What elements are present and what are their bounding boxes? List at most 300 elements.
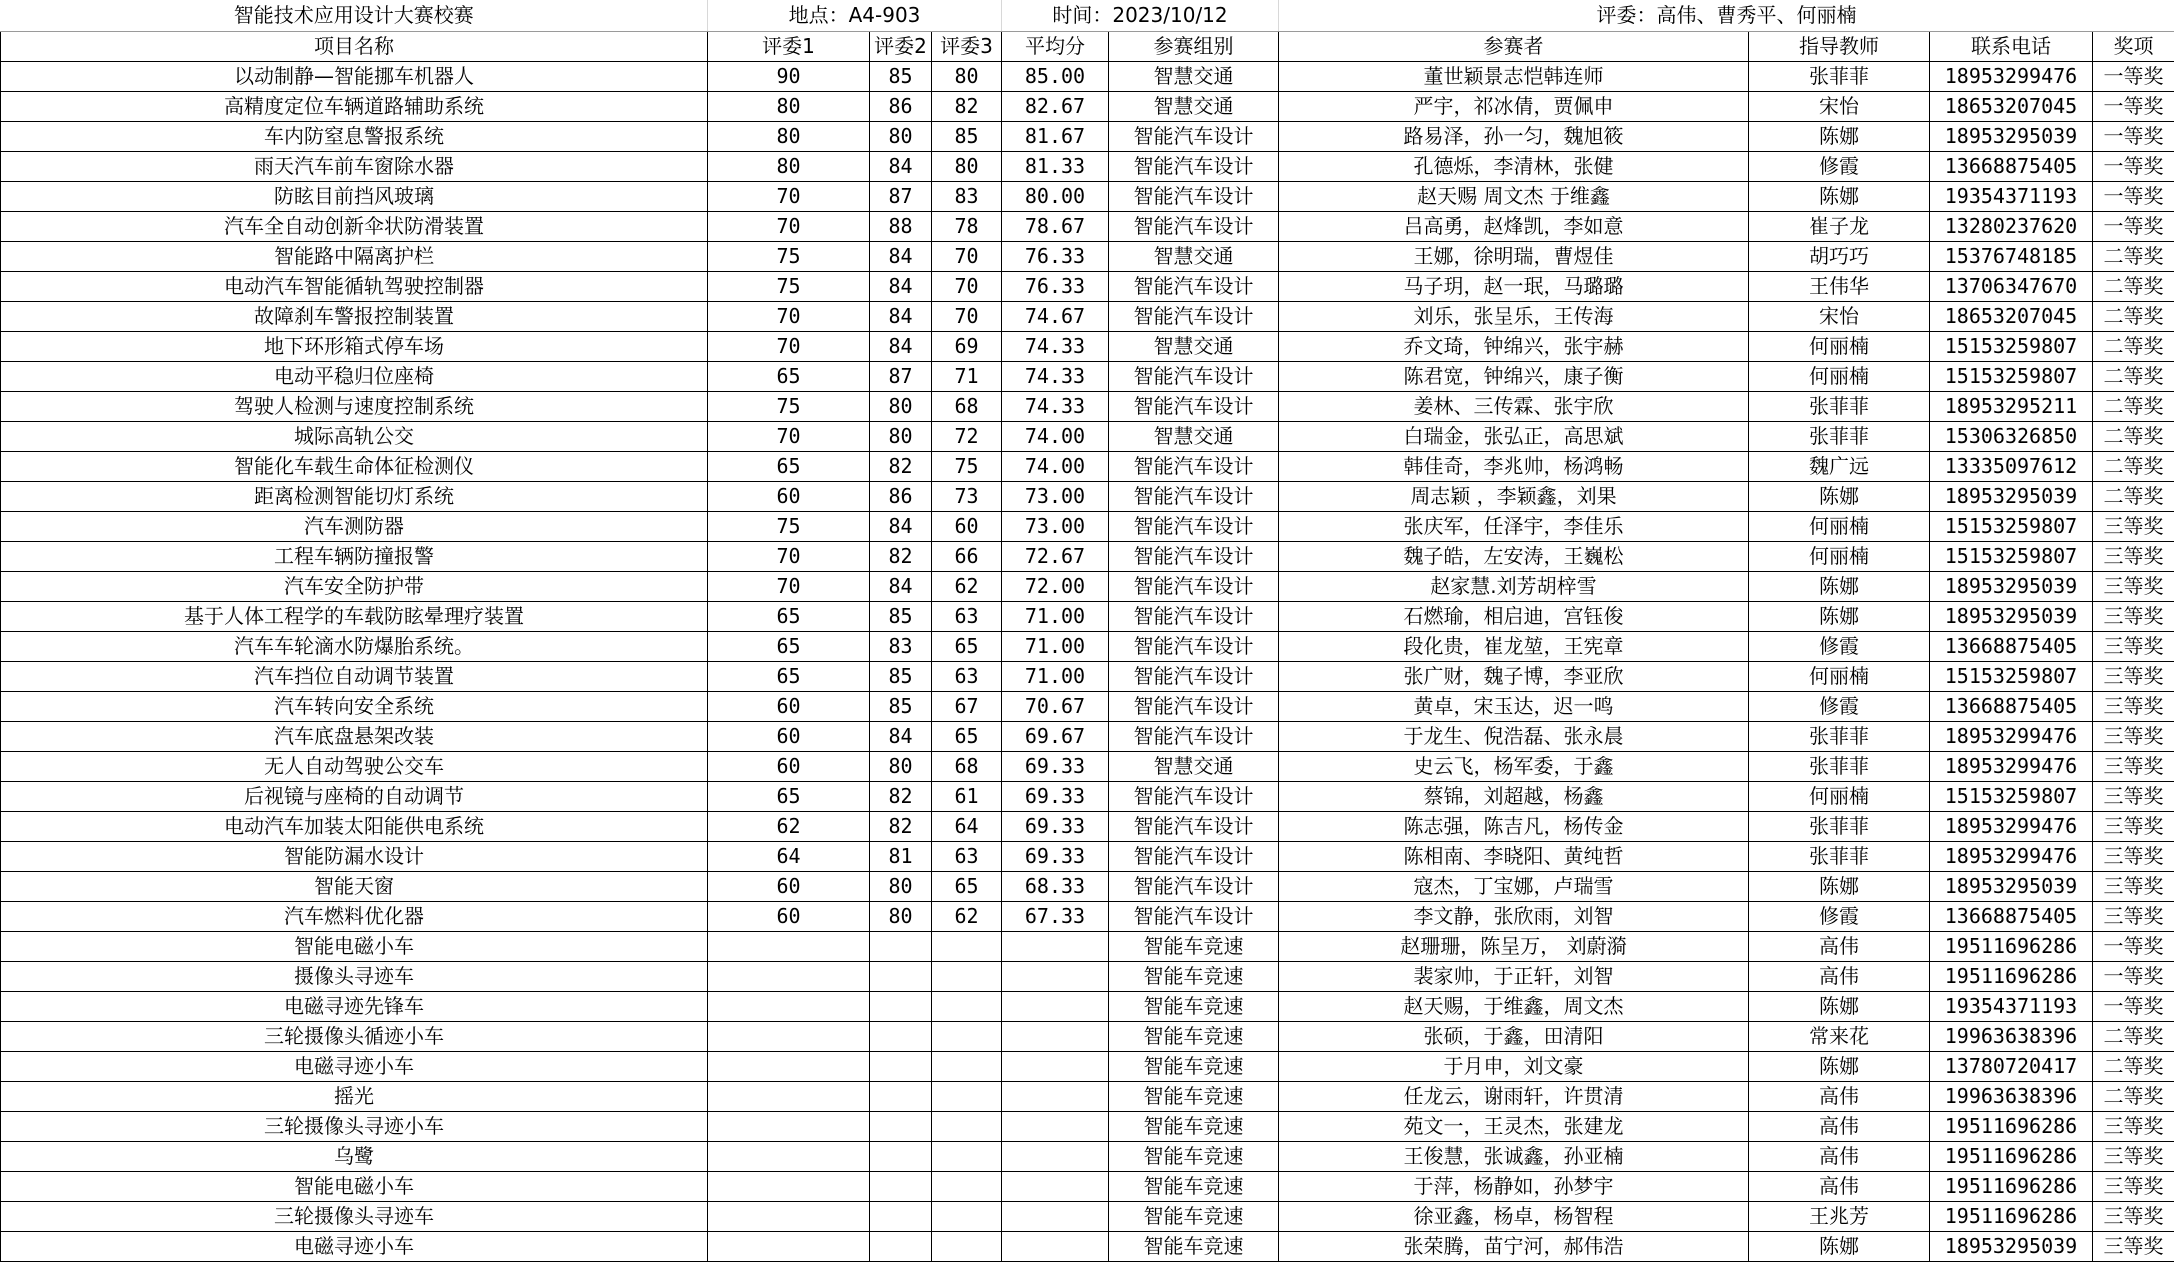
award-cell[interactable]: 二等奖 (2093, 452, 2174, 482)
average-score-cell[interactable]: 67.33 (1002, 902, 1109, 932)
date-label[interactable]: 时间：2023/10/12 (1002, 0, 1279, 32)
judge2-score-cell[interactable]: 84 (870, 512, 932, 542)
advisor-cell[interactable]: 陈娜 (1749, 122, 1930, 152)
group-cell[interactable]: 智能车竞速 (1109, 1142, 1279, 1172)
award-cell[interactable]: 二等奖 (2093, 1082, 2174, 1112)
phone-cell[interactable]: 19511696286 (1930, 1202, 2093, 1232)
judge1-score-cell[interactable]: 64 (708, 842, 870, 872)
judge2-score-cell[interactable]: 86 (870, 92, 932, 122)
judge3-score-cell[interactable]: 83 (932, 182, 1002, 212)
judge2-score-cell[interactable] (870, 1142, 932, 1172)
judge2-score-cell[interactable]: 82 (870, 542, 932, 572)
judge3-score-cell[interactable]: 64 (932, 812, 1002, 842)
group-cell[interactable]: 智能汽车设计 (1109, 602, 1279, 632)
judge3-score-cell[interactable]: 62 (932, 902, 1002, 932)
judge1-score-cell[interactable]: 70 (708, 422, 870, 452)
judge3-score-cell[interactable]: 66 (932, 542, 1002, 572)
participants-cell[interactable]: 陈相南、李晓阳、黄纯哲 (1279, 842, 1749, 872)
participants-cell[interactable]: 周志颖 ，李颖鑫，刘果 (1279, 482, 1749, 512)
judge1-score-cell[interactable] (708, 1052, 870, 1082)
header-judge3[interactable]: 评委3 (932, 32, 1002, 62)
group-cell[interactable]: 智能车竞速 (1109, 1112, 1279, 1142)
judge3-score-cell[interactable]: 69 (932, 332, 1002, 362)
participants-cell[interactable]: 张庆军，任泽宇，李佳乐 (1279, 512, 1749, 542)
judge3-score-cell[interactable]: 73 (932, 482, 1002, 512)
advisor-cell[interactable]: 修霞 (1749, 692, 1930, 722)
judge2-score-cell[interactable]: 84 (870, 242, 932, 272)
judge2-score-cell[interactable] (870, 962, 932, 992)
judge2-score-cell[interactable]: 82 (870, 812, 932, 842)
advisor-cell[interactable]: 何丽楠 (1749, 332, 1930, 362)
advisor-cell[interactable]: 宋怡 (1749, 302, 1930, 332)
judge1-score-cell[interactable]: 65 (708, 632, 870, 662)
award-cell[interactable]: 二等奖 (2093, 242, 2174, 272)
average-score-cell[interactable] (1002, 962, 1109, 992)
judge2-score-cell[interactable]: 85 (870, 692, 932, 722)
group-cell[interactable]: 智能车竞速 (1109, 1082, 1279, 1112)
judge2-score-cell[interactable] (870, 932, 932, 962)
phone-cell[interactable]: 15153259807 (1930, 332, 2093, 362)
judge1-score-cell[interactable]: 75 (708, 242, 870, 272)
group-cell[interactable]: 智能汽车设计 (1109, 542, 1279, 572)
phone-cell[interactable]: 18953299476 (1930, 62, 2093, 92)
project-name-cell[interactable]: 汽车测防器 (1, 512, 708, 542)
project-name-cell[interactable]: 摄像头寻迹车 (1, 962, 708, 992)
judge1-score-cell[interactable]: 80 (708, 92, 870, 122)
phone-cell[interactable]: 19963638396 (1930, 1022, 2093, 1052)
judge2-score-cell[interactable]: 80 (870, 752, 932, 782)
judge2-score-cell[interactable]: 83 (870, 632, 932, 662)
advisor-cell[interactable]: 张菲菲 (1749, 752, 1930, 782)
project-name-cell[interactable]: 汽车全自动创新伞状防滑装置 (1, 212, 708, 242)
judge2-score-cell[interactable]: 86 (870, 482, 932, 512)
judge1-score-cell[interactable]: 60 (708, 692, 870, 722)
phone-cell[interactable]: 13335097612 (1930, 452, 2093, 482)
project-name-cell[interactable]: 智能化车载生命体征检测仪 (1, 452, 708, 482)
judge2-score-cell[interactable]: 82 (870, 452, 932, 482)
group-cell[interactable]: 智能车竞速 (1109, 992, 1279, 1022)
group-cell[interactable]: 智能汽车设计 (1109, 572, 1279, 602)
participants-cell[interactable]: 刘乐，张呈乐，王传海 (1279, 302, 1749, 332)
advisor-cell[interactable]: 何丽楠 (1749, 542, 1930, 572)
judge2-score-cell[interactable]: 85 (870, 662, 932, 692)
judge1-score-cell[interactable] (708, 962, 870, 992)
group-cell[interactable]: 智慧交通 (1109, 332, 1279, 362)
average-score-cell[interactable]: 74.00 (1002, 452, 1109, 482)
judge3-score-cell[interactable]: 68 (932, 752, 1002, 782)
header-participants[interactable]: 参赛者 (1279, 32, 1749, 62)
phone-cell[interactable]: 13668875405 (1930, 632, 2093, 662)
award-cell[interactable]: 三等奖 (2093, 902, 2174, 932)
advisor-cell[interactable]: 陈娜 (1749, 182, 1930, 212)
participants-cell[interactable]: 路易泽，孙一匀，魏旭筱 (1279, 122, 1749, 152)
project-name-cell[interactable]: 摇光 (1, 1082, 708, 1112)
project-name-cell[interactable]: 汽车安全防护带 (1, 572, 708, 602)
group-cell[interactable]: 智能汽车设计 (1109, 482, 1279, 512)
award-cell[interactable]: 二等奖 (2093, 302, 2174, 332)
participants-cell[interactable]: 于萍，杨静如，孙梦宇 (1279, 1172, 1749, 1202)
participants-cell[interactable]: 魏子皓，左安涛，王巍松 (1279, 542, 1749, 572)
average-score-cell[interactable] (1002, 1112, 1109, 1142)
participants-cell[interactable]: 董世颖景志恺韩连师 (1279, 62, 1749, 92)
advisor-cell[interactable]: 王兆芳 (1749, 1202, 1930, 1232)
average-score-cell[interactable]: 73.00 (1002, 482, 1109, 512)
group-cell[interactable]: 智慧交通 (1109, 752, 1279, 782)
judge3-score-cell[interactable] (932, 1022, 1002, 1052)
judge2-score-cell[interactable]: 84 (870, 272, 932, 302)
average-score-cell[interactable]: 74.33 (1002, 392, 1109, 422)
group-cell[interactable]: 智慧交通 (1109, 242, 1279, 272)
project-name-cell[interactable]: 智能电磁小车 (1, 1172, 708, 1202)
project-name-cell[interactable]: 汽车底盘悬架改装 (1, 722, 708, 752)
average-score-cell[interactable] (1002, 992, 1109, 1022)
header-judge2[interactable]: 评委2 (870, 32, 932, 62)
judge1-score-cell[interactable] (708, 992, 870, 1022)
participants-cell[interactable]: 张荣腾，苗宁河，郝伟浩 (1279, 1232, 1749, 1262)
phone-cell[interactable]: 18953295039 (1930, 602, 2093, 632)
participants-cell[interactable]: 韩佳奇，李兆帅，杨鸿畅 (1279, 452, 1749, 482)
group-cell[interactable]: 智慧交通 (1109, 422, 1279, 452)
advisor-cell[interactable]: 何丽楠 (1749, 512, 1930, 542)
average-score-cell[interactable]: 85.00 (1002, 62, 1109, 92)
phone-cell[interactable]: 18953295039 (1930, 482, 2093, 512)
average-score-cell[interactable]: 69.33 (1002, 752, 1109, 782)
award-cell[interactable]: 一等奖 (2093, 212, 2174, 242)
project-name-cell[interactable]: 车内防窒息警报系统 (1, 122, 708, 152)
judge3-score-cell[interactable] (932, 1082, 1002, 1112)
judge2-score-cell[interactable] (870, 1112, 932, 1142)
project-name-cell[interactable]: 智能天窗 (1, 872, 708, 902)
judge1-score-cell[interactable]: 80 (708, 122, 870, 152)
group-cell[interactable]: 智慧交通 (1109, 62, 1279, 92)
group-cell[interactable]: 智能汽车设计 (1109, 872, 1279, 902)
group-cell[interactable]: 智能车竞速 (1109, 932, 1279, 962)
judge1-score-cell[interactable]: 60 (708, 752, 870, 782)
judge2-score-cell[interactable] (870, 1232, 932, 1262)
group-cell[interactable]: 智慧交通 (1109, 92, 1279, 122)
judge3-score-cell[interactable]: 72 (932, 422, 1002, 452)
project-name-cell[interactable]: 高精度定位车辆道路辅助系统 (1, 92, 708, 122)
judge3-score-cell[interactable]: 68 (932, 392, 1002, 422)
award-cell[interactable]: 二等奖 (2093, 1022, 2174, 1052)
judge1-score-cell[interactable]: 75 (708, 512, 870, 542)
judge3-score-cell[interactable]: 63 (932, 842, 1002, 872)
project-name-cell[interactable]: 雨天汽车前车窗除水器 (1, 152, 708, 182)
participants-cell[interactable]: 于月申，刘文豪 (1279, 1052, 1749, 1082)
project-name-cell[interactable]: 工程车辆防撞报警 (1, 542, 708, 572)
judge1-score-cell[interactable]: 70 (708, 332, 870, 362)
average-score-cell[interactable] (1002, 1082, 1109, 1112)
award-cell[interactable]: 三等奖 (2093, 1142, 2174, 1172)
header-advisor[interactable]: 指导教师 (1749, 32, 1930, 62)
judge1-score-cell[interactable]: 60 (708, 482, 870, 512)
award-cell[interactable]: 一等奖 (2093, 962, 2174, 992)
advisor-cell[interactable]: 陈娜 (1749, 572, 1930, 602)
participants-cell[interactable]: 徐亚鑫，杨卓，杨智程 (1279, 1202, 1749, 1232)
advisor-cell[interactable]: 何丽楠 (1749, 662, 1930, 692)
phone-cell[interactable]: 18953295039 (1930, 1232, 2093, 1262)
advisor-cell[interactable]: 高伟 (1749, 962, 1930, 992)
group-cell[interactable]: 智能汽车设计 (1109, 272, 1279, 302)
advisor-cell[interactable]: 陈娜 (1749, 482, 1930, 512)
advisor-cell[interactable]: 何丽楠 (1749, 782, 1930, 812)
group-cell[interactable]: 智能车竞速 (1109, 1202, 1279, 1232)
advisor-cell[interactable]: 修霞 (1749, 152, 1930, 182)
project-name-cell[interactable]: 防眩目前挡风玻璃 (1, 182, 708, 212)
judge3-score-cell[interactable]: 65 (932, 722, 1002, 752)
project-name-cell[interactable]: 电磁寻迹小车 (1, 1052, 708, 1082)
advisor-cell[interactable]: 修霞 (1749, 632, 1930, 662)
phone-cell[interactable]: 18953295039 (1930, 122, 2093, 152)
project-name-cell[interactable]: 智能路中隔离护栏 (1, 242, 708, 272)
group-cell[interactable]: 智能车竞速 (1109, 1232, 1279, 1262)
judge2-score-cell[interactable]: 81 (870, 842, 932, 872)
group-cell[interactable]: 智能汽车设计 (1109, 392, 1279, 422)
judge3-score-cell[interactable]: 62 (932, 572, 1002, 602)
judge1-score-cell[interactable] (708, 1112, 870, 1142)
judge2-score-cell[interactable] (870, 1052, 932, 1082)
judge2-score-cell[interactable]: 87 (870, 362, 932, 392)
phone-cell[interactable]: 19511696286 (1930, 962, 2093, 992)
header-award[interactable]: 奖项 (2093, 32, 2174, 62)
judges-label[interactable]: 评委：高伟、曹秀平、何丽楠 (1279, 0, 2174, 32)
group-cell[interactable]: 智能车竞速 (1109, 1172, 1279, 1202)
judge2-score-cell[interactable]: 80 (870, 122, 932, 152)
phone-cell[interactable]: 15153259807 (1930, 782, 2093, 812)
group-cell[interactable]: 智能汽车设计 (1109, 662, 1279, 692)
advisor-cell[interactable]: 何丽楠 (1749, 362, 1930, 392)
average-score-cell[interactable]: 70.67 (1002, 692, 1109, 722)
participants-cell[interactable]: 史云飞，杨军委，于鑫 (1279, 752, 1749, 782)
judge2-score-cell[interactable]: 80 (870, 422, 932, 452)
advisor-cell[interactable]: 崔子龙 (1749, 212, 1930, 242)
judge1-score-cell[interactable]: 70 (708, 302, 870, 332)
phone-cell[interactable]: 13780720417 (1930, 1052, 2093, 1082)
judge2-score-cell[interactable]: 84 (870, 332, 932, 362)
award-cell[interactable]: 二等奖 (2093, 332, 2174, 362)
phone-cell[interactable]: 13668875405 (1930, 692, 2093, 722)
average-score-cell[interactable]: 69.67 (1002, 722, 1109, 752)
average-score-cell[interactable]: 69.33 (1002, 842, 1109, 872)
advisor-cell[interactable]: 王伟华 (1749, 272, 1930, 302)
phone-cell[interactable]: 18953295211 (1930, 392, 2093, 422)
group-cell[interactable]: 智能汽车设计 (1109, 902, 1279, 932)
award-cell[interactable]: 一等奖 (2093, 152, 2174, 182)
judge3-score-cell[interactable] (932, 932, 1002, 962)
award-cell[interactable]: 三等奖 (2093, 542, 2174, 572)
phone-cell[interactable]: 19354371193 (1930, 992, 2093, 1022)
average-score-cell[interactable] (1002, 1142, 1109, 1172)
judge2-score-cell[interactable] (870, 992, 932, 1022)
advisor-cell[interactable]: 陈娜 (1749, 1232, 1930, 1262)
group-cell[interactable]: 智能汽车设计 (1109, 212, 1279, 242)
phone-cell[interactable]: 19354371193 (1930, 182, 2093, 212)
judge3-score-cell[interactable]: 82 (932, 92, 1002, 122)
judge1-score-cell[interactable] (708, 932, 870, 962)
judge3-score-cell[interactable]: 85 (932, 122, 1002, 152)
judge1-score-cell[interactable]: 60 (708, 872, 870, 902)
award-cell[interactable]: 一等奖 (2093, 182, 2174, 212)
project-name-cell[interactable]: 汽车转向安全系统 (1, 692, 708, 722)
award-cell[interactable]: 三等奖 (2093, 872, 2174, 902)
judge2-score-cell[interactable]: 84 (870, 152, 932, 182)
group-cell[interactable]: 智能汽车设计 (1109, 512, 1279, 542)
judge2-score-cell[interactable]: 80 (870, 392, 932, 422)
judge3-score-cell[interactable]: 71 (932, 362, 1002, 392)
advisor-cell[interactable]: 陈娜 (1749, 992, 1930, 1022)
judge1-score-cell[interactable]: 70 (708, 542, 870, 572)
average-score-cell[interactable]: 69.33 (1002, 812, 1109, 842)
award-cell[interactable]: 二等奖 (2093, 362, 2174, 392)
project-name-cell[interactable]: 智能电磁小车 (1, 932, 708, 962)
advisor-cell[interactable]: 高伟 (1749, 1082, 1930, 1112)
participants-cell[interactable]: 赵家慧.刘芳胡梓雪 (1279, 572, 1749, 602)
project-name-cell[interactable]: 距离检测智能切灯系统 (1, 482, 708, 512)
judge1-score-cell[interactable]: 65 (708, 662, 870, 692)
project-name-cell[interactable]: 汽车燃料优化器 (1, 902, 708, 932)
judge3-score-cell[interactable]: 70 (932, 302, 1002, 332)
judge2-score-cell[interactable]: 82 (870, 782, 932, 812)
judge3-score-cell[interactable] (932, 1232, 1002, 1262)
group-cell[interactable]: 智能车竞速 (1109, 962, 1279, 992)
project-name-cell[interactable]: 城际高轨公交 (1, 422, 708, 452)
award-cell[interactable]: 三等奖 (2093, 602, 2174, 632)
award-cell[interactable]: 三等奖 (2093, 842, 2174, 872)
advisor-cell[interactable]: 陈娜 (1749, 872, 1930, 902)
award-cell[interactable]: 三等奖 (2093, 812, 2174, 842)
phone-cell[interactable]: 18953299476 (1930, 812, 2093, 842)
average-score-cell[interactable]: 74.33 (1002, 332, 1109, 362)
participants-cell[interactable]: 王俊慧，张诚鑫，孙亚楠 (1279, 1142, 1749, 1172)
phone-cell[interactable]: 19511696286 (1930, 932, 2093, 962)
project-name-cell[interactable]: 基于人体工程学的车载防眩晕理疗装置 (1, 602, 708, 632)
advisor-cell[interactable]: 张菲菲 (1749, 842, 1930, 872)
judge1-score-cell[interactable] (708, 1022, 870, 1052)
participants-cell[interactable]: 李文静，张欣雨，刘智 (1279, 902, 1749, 932)
group-cell[interactable]: 智能汽车设计 (1109, 122, 1279, 152)
project-name-cell[interactable]: 电动平稳归位座椅 (1, 362, 708, 392)
average-score-cell[interactable] (1002, 1202, 1109, 1232)
award-cell[interactable]: 二等奖 (2093, 392, 2174, 422)
judge2-score-cell[interactable]: 87 (870, 182, 932, 212)
average-score-cell[interactable]: 68.33 (1002, 872, 1109, 902)
advisor-cell[interactable]: 高伟 (1749, 1142, 1930, 1172)
group-cell[interactable]: 智能汽车设计 (1109, 632, 1279, 662)
award-cell[interactable]: 三等奖 (2093, 1112, 2174, 1142)
advisor-cell[interactable]: 陈娜 (1749, 1052, 1930, 1082)
judge3-score-cell[interactable] (932, 962, 1002, 992)
project-name-cell[interactable]: 三轮摄像头寻迹小车 (1, 1112, 708, 1142)
judge3-score-cell[interactable] (932, 992, 1002, 1022)
phone-cell[interactable]: 18953299476 (1930, 842, 2093, 872)
judge3-score-cell[interactable] (932, 1172, 1002, 1202)
judge1-score-cell[interactable]: 60 (708, 722, 870, 752)
award-cell[interactable]: 二等奖 (2093, 1052, 2174, 1082)
participants-cell[interactable]: 吕高勇，赵烽凯，李如意 (1279, 212, 1749, 242)
judge1-score-cell[interactable]: 70 (708, 182, 870, 212)
header-average[interactable]: 平均分 (1002, 32, 1109, 62)
award-cell[interactable]: 一等奖 (2093, 992, 2174, 1022)
judge1-score-cell[interactable]: 75 (708, 272, 870, 302)
header-phone[interactable]: 联系电话 (1930, 32, 2093, 62)
phone-cell[interactable]: 13280237620 (1930, 212, 2093, 242)
judge1-score-cell[interactable] (708, 1202, 870, 1232)
average-score-cell[interactable] (1002, 1022, 1109, 1052)
award-cell[interactable]: 一等奖 (2093, 62, 2174, 92)
location-label[interactable]: 地点：A4-903 (708, 0, 1002, 32)
advisor-cell[interactable]: 张菲菲 (1749, 722, 1930, 752)
judge1-score-cell[interactable]: 65 (708, 362, 870, 392)
project-name-cell[interactable]: 后视镜与座椅的自动调节 (1, 782, 708, 812)
average-score-cell[interactable]: 76.33 (1002, 242, 1109, 272)
judge2-score-cell[interactable]: 84 (870, 302, 932, 332)
participants-cell[interactable]: 石燃瑜，相启迪，宫钰俊 (1279, 602, 1749, 632)
judge3-score-cell[interactable] (932, 1142, 1002, 1172)
group-cell[interactable]: 智能汽车设计 (1109, 452, 1279, 482)
judge2-score-cell[interactable]: 88 (870, 212, 932, 242)
average-score-cell[interactable]: 72.67 (1002, 542, 1109, 572)
average-score-cell[interactable]: 71.00 (1002, 632, 1109, 662)
award-cell[interactable]: 三等奖 (2093, 1232, 2174, 1262)
judge2-score-cell[interactable] (870, 1202, 932, 1232)
participants-cell[interactable]: 寇杰，丁宝娜，卢瑞雪 (1279, 872, 1749, 902)
phone-cell[interactable]: 19511696286 (1930, 1172, 2093, 1202)
phone-cell[interactable]: 18953295039 (1930, 872, 2093, 902)
judge2-score-cell[interactable] (870, 1022, 932, 1052)
phone-cell[interactable]: 15376748185 (1930, 242, 2093, 272)
advisor-cell[interactable]: 张菲菲 (1749, 422, 1930, 452)
group-cell[interactable]: 智能汽车设计 (1109, 812, 1279, 842)
judge2-score-cell[interactable]: 80 (870, 902, 932, 932)
contest-title[interactable]: 智能技术应用设计大赛校赛 (1, 0, 708, 32)
average-score-cell[interactable]: 81.33 (1002, 152, 1109, 182)
phone-cell[interactable]: 15153259807 (1930, 362, 2093, 392)
project-name-cell[interactable]: 汽车挡位自动调节装置 (1, 662, 708, 692)
participants-cell[interactable]: 马子玥，赵一珉，马璐璐 (1279, 272, 1749, 302)
judge2-score-cell[interactable]: 84 (870, 572, 932, 602)
phone-cell[interactable]: 19511696286 (1930, 1112, 2093, 1142)
average-score-cell[interactable]: 73.00 (1002, 512, 1109, 542)
judge3-score-cell[interactable]: 80 (932, 152, 1002, 182)
advisor-cell[interactable]: 常来花 (1749, 1022, 1930, 1052)
average-score-cell[interactable] (1002, 932, 1109, 962)
advisor-cell[interactable]: 张菲菲 (1749, 62, 1930, 92)
award-cell[interactable]: 三等奖 (2093, 632, 2174, 662)
participants-cell[interactable]: 苑文一，王灵杰，张建龙 (1279, 1112, 1749, 1142)
advisor-cell[interactable]: 修霞 (1749, 902, 1930, 932)
phone-cell[interactable]: 13706347670 (1930, 272, 2093, 302)
project-name-cell[interactable]: 电磁寻迹小车 (1, 1232, 708, 1262)
award-cell[interactable]: 一等奖 (2093, 92, 2174, 122)
judge1-score-cell[interactable]: 75 (708, 392, 870, 422)
average-score-cell[interactable]: 69.33 (1002, 782, 1109, 812)
award-cell[interactable]: 三等奖 (2093, 1202, 2174, 1232)
project-name-cell[interactable]: 以动制静—智能挪车机器人 (1, 62, 708, 92)
phone-cell[interactable]: 15153259807 (1930, 662, 2093, 692)
judge3-score-cell[interactable]: 67 (932, 692, 1002, 722)
judge1-score-cell[interactable] (708, 1082, 870, 1112)
judge2-score-cell[interactable]: 80 (870, 872, 932, 902)
judge3-score-cell[interactable]: 70 (932, 272, 1002, 302)
judge3-score-cell[interactable]: 78 (932, 212, 1002, 242)
phone-cell[interactable]: 18953299476 (1930, 722, 2093, 752)
average-score-cell[interactable]: 74.67 (1002, 302, 1109, 332)
participants-cell[interactable]: 陈君宽，钟绵兴，康子衡 (1279, 362, 1749, 392)
group-cell[interactable]: 智能汽车设计 (1109, 722, 1279, 752)
judge3-score-cell[interactable]: 63 (932, 602, 1002, 632)
header-project-name[interactable]: 项目名称 (1, 32, 708, 62)
judge1-score-cell[interactable]: 90 (708, 62, 870, 92)
